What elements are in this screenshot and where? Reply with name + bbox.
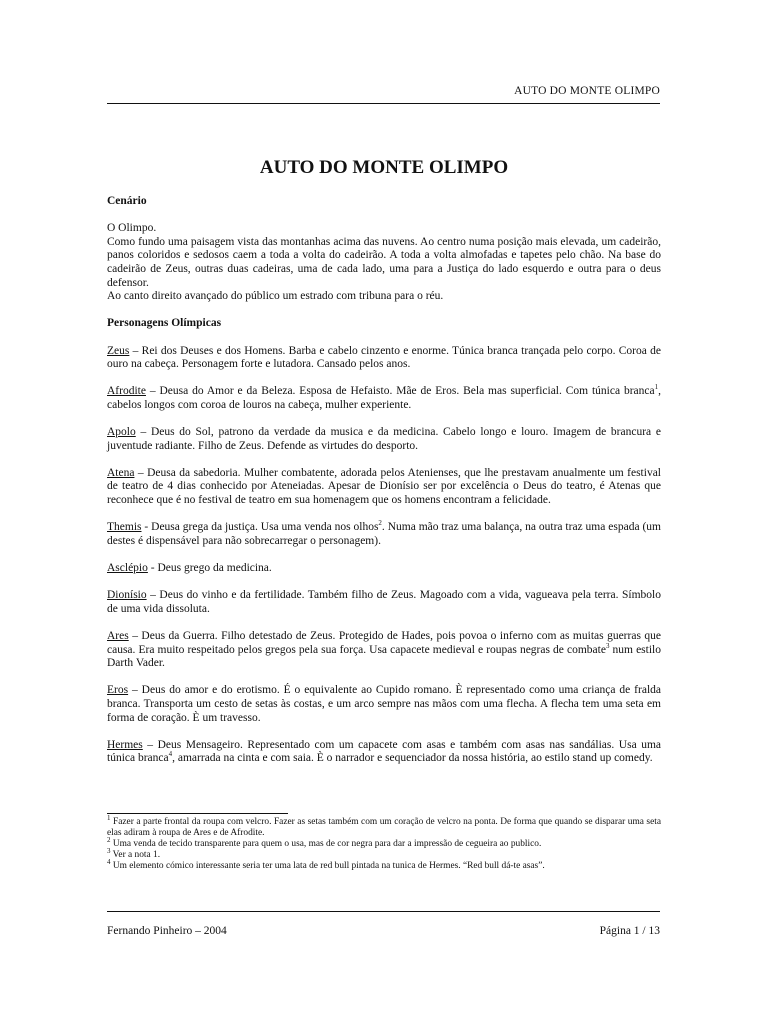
character-description-cont: , cabelos longos com coroa de louros na cabeça, mulher experiente.: [107, 385, 661, 411]
footnotes: [107, 813, 661, 872]
character-description: – Deus da Guerra. Filho detestado de Zeus. Protegido de Hades, pois povoa o inferno com as muitas guerras que causa. Era muito respeitado pelos gregos pela sua força. Usa capacete medieval e roupas negras de combate: [107, 630, 661, 656]
character-description: – Deus do Sol, patrono da verdade da musica e da medicina. Cabelo longo e louro. Imagem de brancura e juventude radiante. Filho de Zeus. Defende as virtudes do desporto.: [107, 426, 661, 452]
footnote-number: 3: [107, 846, 111, 855]
footnote-number: 2: [107, 835, 111, 844]
footnote: [107, 835, 661, 850]
character-description: - Deusa grega da justiça. Usa uma venda nos olhos: [141, 521, 379, 534]
footnote-text: Uma venda de tecido transparente para quem o usa, mas de cor negra para dar a impressão de cegueira ao publico.: [110, 839, 542, 849]
character-description-cont: , amarrada na cinta e com saia. È o narrador e sequenciador da nossa história, ao estilo stand up comedy.: [172, 752, 653, 765]
footnote-text: Um elemento cómico interessante seria ter uma lata de red bull pintada na tunica de Hermes. “Red bull dá-te asas”.: [110, 861, 545, 871]
character-themis: [107, 521, 661, 548]
character-dionisio: [107, 589, 661, 616]
character-name: Zeus: [107, 344, 130, 357]
character-name: Ares: [107, 630, 129, 642]
character-description-cont: . Numa mão traz uma balança, na outra traz uma espada (um destes é dispensável para não sobrecarregar o personagem).: [107, 521, 661, 547]
character-name: Asclépio: [107, 562, 148, 575]
character-ares: [107, 630, 661, 671]
character-description: – Rei dos Deuses e dos Homens. Barba e cabelo cinzento e enorme. Túnica branca trançada pelo corpo. Coroa de ouro na cabeça. Personagem forte e lutadora. Cansado pelos anos.: [107, 344, 661, 371]
scenario-line: Ao canto direito avançado do público um estrado com tribuna para o réu.: [107, 290, 444, 303]
character-afrodite: [107, 385, 661, 412]
character-description: – Deus do vinho e da fertilidade. Também filho de Zeus. Magoado com a vida, vagueava pela terra. Símbolo de uma vida dissoluta.: [107, 589, 661, 615]
footnote-ref: 1: [654, 383, 659, 392]
character-description: – Deusa da sabedoria. Mulher combatente, adorada pelos Atenienses, que lhe prestavam anualmente um festival de teatro de 4 dias conhecido por Ateneiadas. Apesar de Dionísio ser por excelência o Deus do teatro, é Atenas que reconhece que é no festival de teatro em sua homenagem que os homens encontram a felicidade.: [107, 466, 661, 507]
character-name: Dionísio: [107, 589, 147, 602]
scenario-paragraph: [107, 222, 661, 304]
document-title: AUTO DO MONTE OLIMPO: [259, 157, 509, 178]
character-name: Atena: [107, 466, 135, 479]
scenario-line: O Olimpo.: [107, 222, 157, 235]
header-rule: [107, 103, 660, 104]
footnote-number: 4: [107, 857, 111, 866]
character-zeus: [107, 345, 661, 372]
character-description: – Deus Mensageiro. Representado com um capacete com asas e também com asas nas sandálias. Usa uma túnica branca: [107, 738, 661, 765]
footnote: [107, 813, 661, 839]
footnote: [107, 857, 661, 872]
character-asclepio: [107, 562, 661, 576]
footer-rule: [107, 911, 660, 912]
character-name: Afrodite: [107, 385, 146, 398]
running-header: AUTO DO MONTE OLIMPO: [514, 85, 660, 97]
character-hermes: [107, 739, 661, 766]
footer-author: Fernando Pinheiro – 2004: [107, 925, 227, 937]
character-name: Eros: [107, 684, 129, 697]
character-name: Apolo: [107, 426, 136, 439]
document-body: [107, 195, 661, 780]
footnote-ref: 3: [605, 641, 610, 650]
character-description-cont: num estilo Darth Vader.: [107, 643, 661, 670]
character-apolo: [107, 426, 661, 453]
character-atena: [107, 467, 661, 508]
footnote-number: 1: [107, 813, 111, 822]
character-name: Hermes: [107, 738, 143, 751]
character-name: Themis: [107, 521, 142, 534]
footnote: [107, 846, 661, 861]
footnote-text: Fazer a parte frontal da roupa com velcro. Fazer as setas também com um coração de velcro na ponta. De forma que quando se disparar uma seta elas adiram à roupa de Ares e de Afrodite.: [107, 817, 661, 838]
footnote-separator: [107, 813, 288, 814]
character-description: – Deus do amor e do erotismo. É o equivalente ao Cupido romano. È representado como uma criança de fralda branca. Transporta um cesto de setas às costas, e um arco sempre nas mãos com uma flecha. A flecha tem uma seta em forma de coração. È um travesso.: [107, 684, 661, 724]
footnote-ref: 4: [168, 750, 173, 759]
section-heading-characters: Personagens Olímpicas: [107, 317, 222, 330]
footnote-text: Ver a nota 1.: [110, 850, 161, 860]
character-eros: [107, 684, 661, 725]
section-heading-scenario: Cenário: [107, 195, 147, 207]
character-description: – Deusa do Amor e da Beleza. Esposa de Hefaisto. Mãe de Eros. Bela mas superficial. Com túnica branca: [145, 385, 655, 398]
character-description: - Deus grego da medicina.: [147, 562, 272, 575]
footer-page-number: Página 1 / 13: [599, 925, 660, 937]
footnote-ref: 2: [378, 519, 382, 528]
scenario-line: Como fundo uma paisagem vista das montanhas acima das nuvens. Ao centro numa posição mais elevada, um cadeirão, panos coloridos e sedosos caem a toda a volta do cadeirão. A toda a volta almofadas e tapetes pelo chão. Na base do cadeirão de Zeus, outras duas cadeiras, uma de cada lado, uma para a Justiça do lado esquerdo e outra para o deus defensor.: [107, 235, 661, 289]
